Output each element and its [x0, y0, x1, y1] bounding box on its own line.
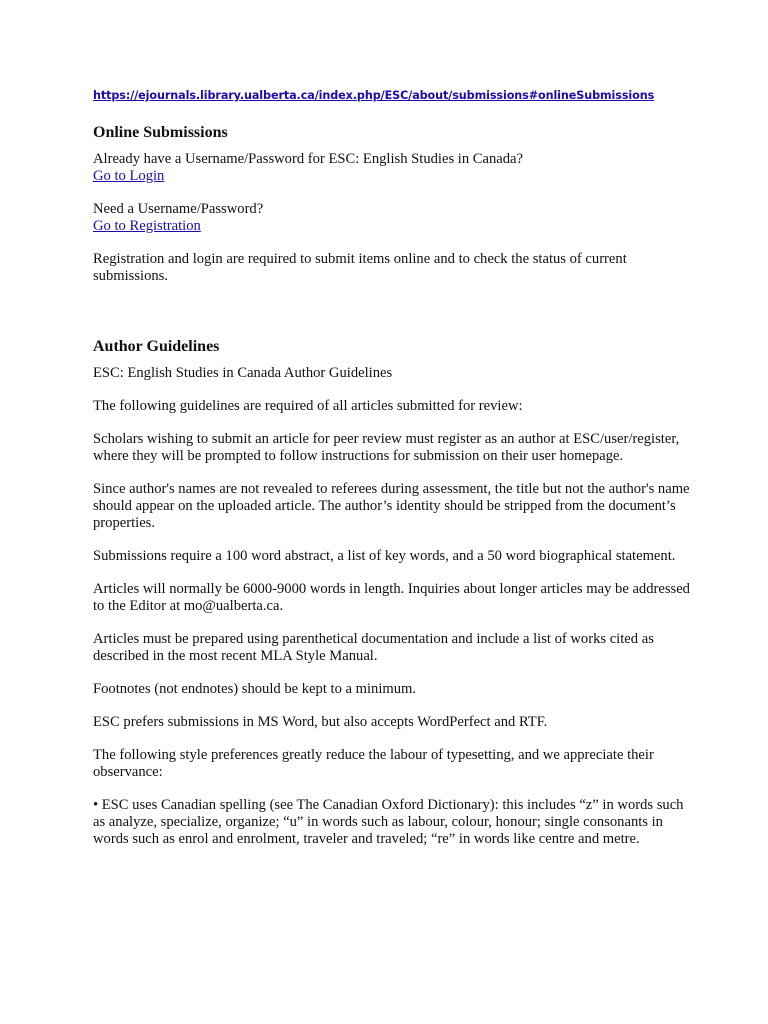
guideline-registration-text: Scholars wishing to submit an article for peer review must register as an author at ESC/user/register, where they will be prompted to follow instructions for submission on their user homepage.: [93, 431, 680, 464]
source-url-link[interactable]: https://ejournals.library.ualberta.ca/index.php/ESC/about/submissions#onlineSubmissions: [93, 89, 655, 102]
online-submissions-heading: Online Submissions: [93, 124, 228, 141]
guideline-footnotes-text: Footnotes (not endnotes) should be kept to a minimum.: [93, 681, 417, 697]
go-to-login-link[interactable]: Go to Login: [93, 168, 165, 184]
guideline-anonymity-text: Since author's names are not revealed to referees during assessment, the title but not the author's name should appear on the uploaded article. The author’s identity should be stripped from the document’s properties.: [93, 481, 690, 531]
guideline-formats-text: ESC prefers submissions in MS Word, but also accepts WordPerfect and RTF.: [93, 714, 548, 730]
guideline-length-text: Articles will normally be 6000-9000 words in length. Inquiries about longer articles may be addressed to the Editor at mo@ualberta.ca.: [93, 581, 690, 614]
guideline-documentation-text: Articles must be prepared using parenthetical documentation and include a list of works cited as described in the most recent MLA Style Manual.: [93, 631, 654, 664]
have-account-text: Already have a Username/Password for ESC: English Studies in Canada?: [93, 151, 524, 167]
guideline-spelling-bullet-text: • ESC uses Canadian spelling (see The Canadian Oxford Dictionary): this includes “z” in words such as analyze, specialize, organize; “u” in words such as labour, colour, honour; single consonants in words such as enrol and enrolment, traveler and traveled; “re” in words like centre and metre.: [93, 797, 684, 847]
document-page: [93, 86, 693, 848]
guideline-style-intro-text: The following style preferences greatly reduce the labour of typesetting, and we appreciate their observance:: [93, 747, 654, 780]
need-account-text: Need a Username/Password?: [93, 201, 264, 217]
guidelines-title-text: ESC: English Studies in Canada Author Guidelines: [93, 365, 393, 381]
author-guidelines-heading: Author Guidelines: [93, 338, 220, 355]
go-to-registration-link[interactable]: Go to Registration: [93, 218, 201, 234]
guidelines-intro-text: The following guidelines are required of all articles submitted for review:: [93, 398, 523, 414]
registration-requirement-text: Registration and login are required to submit items online and to check the status of current submissions.: [93, 251, 627, 284]
guideline-abstract-text: Submissions require a 100 word abstract, a list of key words, and a 50 word biographical statement.: [93, 548, 676, 564]
